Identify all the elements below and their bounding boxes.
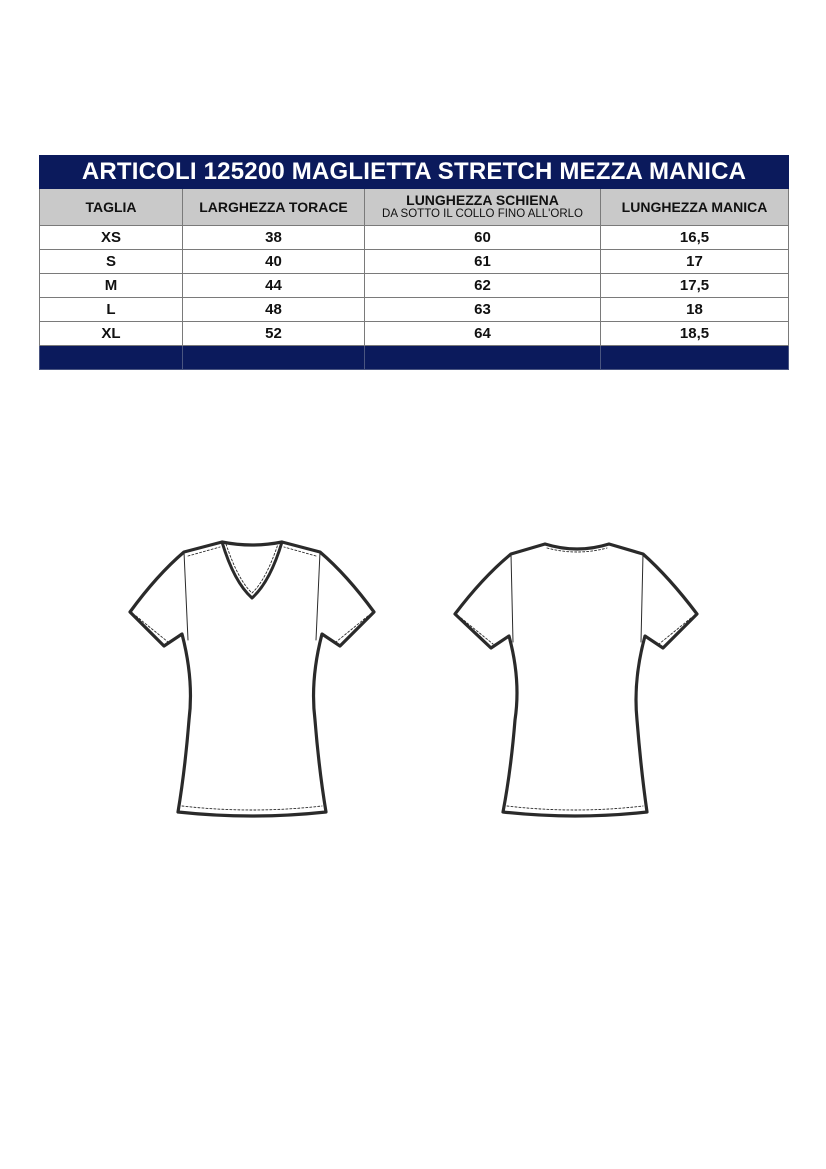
header-larghezza-torace: LARGHEZZA TORACE <box>183 189 365 226</box>
cell-schiena: 62 <box>365 274 601 298</box>
table-title-row <box>40 156 789 189</box>
cell-manica: 16,5 <box>601 226 789 250</box>
table-footer-row <box>40 346 789 370</box>
cell-taglia: L <box>40 298 183 322</box>
table-row <box>40 274 789 298</box>
cell-manica: 18,5 <box>601 322 789 346</box>
cell-manica: 17,5 <box>601 274 789 298</box>
header-taglia: TAGLIA <box>40 189 183 226</box>
cell-manica: 17 <box>601 250 789 274</box>
table-title: ARTICOLI 125200 MAGLIETTA STRETCH MEZZA MANICA <box>40 156 789 189</box>
cell-manica: 18 <box>601 298 789 322</box>
cell-torace: 40 <box>183 250 365 274</box>
size-chart-table <box>39 155 789 370</box>
table-header-row <box>40 189 789 226</box>
header-lunghezza-schiena-label: LUNGHEZZA SCHIENA <box>406 192 559 208</box>
footer-cell <box>40 346 183 370</box>
footer-cell <box>601 346 789 370</box>
header-lunghezza-schiena <box>365 189 601 226</box>
cell-schiena: 63 <box>365 298 601 322</box>
cell-torace: 48 <box>183 298 365 322</box>
table-row <box>40 298 789 322</box>
cell-taglia: XS <box>40 226 183 250</box>
cell-schiena: 61 <box>365 250 601 274</box>
tshirt-back-icon <box>447 530 707 830</box>
cell-taglia: M <box>40 274 183 298</box>
cell-taglia: XL <box>40 322 183 346</box>
cell-torace: 44 <box>183 274 365 298</box>
footer-cell <box>365 346 601 370</box>
cell-torace: 38 <box>183 226 365 250</box>
cell-torace: 52 <box>183 322 365 346</box>
table-row <box>40 322 789 346</box>
cell-taglia: S <box>40 250 183 274</box>
table-row <box>40 226 789 250</box>
header-lunghezza-schiena-sub: DA SOTTO IL COLLO FINO ALL'ORLO <box>382 208 583 220</box>
footer-cell <box>183 346 365 370</box>
header-lunghezza-manica: LUNGHEZZA MANICA <box>601 189 789 226</box>
table-row <box>40 250 789 274</box>
tshirt-front-icon <box>122 530 382 830</box>
cell-schiena: 60 <box>365 226 601 250</box>
cell-schiena: 64 <box>365 322 601 346</box>
